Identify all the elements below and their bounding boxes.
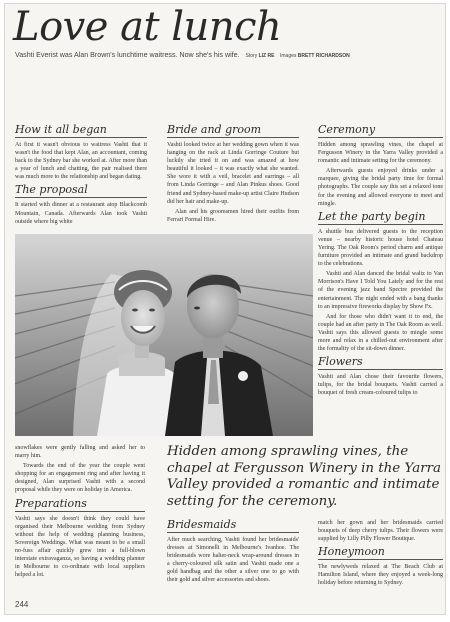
column-2-top (167, 124, 299, 229)
credits (246, 53, 350, 59)
paragraph: Vashti and Alan danced the bridal waltz to Van Morrison's Have I Told You Lately and for the rest of the evening jazz band Spectre provided the entertainment. The night ended with a bang thanks to an impressive fireworks display by Show Fx. (318, 271, 443, 310)
heading-proposal: The proposal (15, 184, 147, 198)
column-1-top (15, 124, 147, 229)
paragraph: A shuttle bus delivered guests to the reception venue – nearby historic house hotel Chateau Yering. The Oak Room's period charm and antique furniture provided an intimate and grand backdrop to the celebrations. (318, 228, 443, 268)
wedding-photo-image (15, 234, 313, 436)
heading-party: Let the party begin (318, 211, 443, 225)
column-3 (318, 124, 443, 440)
column-3-bottom (318, 519, 443, 610)
article-title: Love at lunch (13, 4, 282, 50)
wedding-photo (15, 234, 313, 436)
standfirst-text: Vashti Everist was Alan Brown's lunchtime waitress. Now she's his wife. (15, 51, 240, 59)
paragraph: Vashti looked twice at her wedding gown when it was hanging on the rack at Linda Gorringe Couture but luckily she tried it on and was amazed at how beautiful it looked – it was exactly what she wanted. She wore it with a veil, bracelet and earrings – all from Linda Gorringe – and Alan Pinkus shoes. Good friend and Sydney-based make-up artist Claire Hudson did her hair and make-up. (167, 142, 299, 205)
paragraph: Towards the end of the year the couple went shopping for an engagement ring and after having it designed, Alan surprised Vashti with a second proposal while they were on holiday in America. (15, 463, 145, 494)
heading-bride-groom: Bride and groom (167, 124, 299, 138)
paragraph: Alan and his groomsmen hired their outfits from Ferrari Formal Hire. (167, 208, 299, 223)
paragraph: After much searching, Vashti found her bridesmaids' dresses at Simonelli in Melbourne's Ivanhoe. The bridesmaids wore halter-neck wrap-around dresses in a cherry-coloured silk satin and Vashti made one a gold handbag and the other a silver one to go with their gold and silver accessories and shoes. (167, 537, 299, 584)
page-number: 244 (15, 600, 29, 609)
paragraph: It started with dinner at a restaurant atop Blackcomb Mountain, Canada. Afterwards Alan took Vashti outside where big white (15, 202, 147, 225)
images-label: Images (280, 53, 297, 59)
paragraph: The newlyweds relaxed at The Beach Club at Hamilton Island, where they enjoyed a week-long holiday before returning to Sydney. (318, 564, 443, 587)
heading-flowers: Flowers (318, 356, 443, 370)
heading-ceremony: Ceremony (318, 124, 443, 138)
paragraph: Hidden among sprawling vines, the chapel at Fergusson Winery in the Yarra Valley provided a romantic and intimate setting for the ceremony. (318, 142, 443, 165)
paragraph: Vashti says she doesn't think they could have organised their Melbourne wedding from Sydney without the help of wedding planning business, Sovereign Weddings. What was meant to be a small no-fuss affair quickly grew into a full-blown interstate extravaganza, so having a wedding planner in Melbourne to co-ordinate with local suppliers helped a lot. (15, 515, 145, 579)
heading-bridesmaids: Bridesmaids (167, 519, 299, 533)
column-2-bottom (167, 519, 299, 610)
heading-how-it-began: How it all began (15, 124, 147, 138)
magazine-page (5, 4, 445, 614)
images-byline: BRETT RICHARDSON (297, 53, 350, 59)
heading-honeymoon: Honeymoon (318, 546, 443, 560)
pull-quote: Hidden among sprawling vines, the chapel at Fergusson Winery in the Yarra Valley provided a romantic and intimate setting for the ceremony. (167, 444, 442, 509)
story-label: Story (245, 53, 258, 59)
paragraph: Vashti and Alan chose their favourite flowers, tulips, for the bridal bouquets. Vashti carried a bouquet of fresh cream-coloured tulips to (318, 374, 443, 397)
paragraph: And for those who didn't want it to end, the couple had an after party in The Oak Room as well. Vashti says this allowed guests to mingle some more and relax in a chilled-out environment after the formality of the sit-down dinner. (318, 313, 443, 353)
paragraph: At first it wasn't obvious to waitress Vashti that it wasn't the food that kept Alan, an accountant, coming back to the Sydney bar she worked at. After more than a year of lunch and chatting, the pair realised there was much more to the relationship and began dating. (15, 142, 147, 181)
paragraph: Afterwards guests enjoyed drinks under a marquee, giving the bridal party time for formal photographs. The couple say this set a relaxed tone for the evening and allowed everyone to meet and mingle. (318, 168, 443, 207)
column-1-bottom (15, 444, 145, 610)
story-byline: LIZ RE (258, 53, 275, 59)
heading-preparations: Preparations (15, 498, 145, 512)
standfirst (15, 51, 440, 59)
paragraph: match her gown and her bridesmaids carried bouquets of deep cherry tulips. Their flowers were supplied by Lilly Pilly Flower Boutique. (318, 520, 443, 543)
paragraph: snowflakes were gently falling and asked her to marry him. (15, 445, 145, 460)
